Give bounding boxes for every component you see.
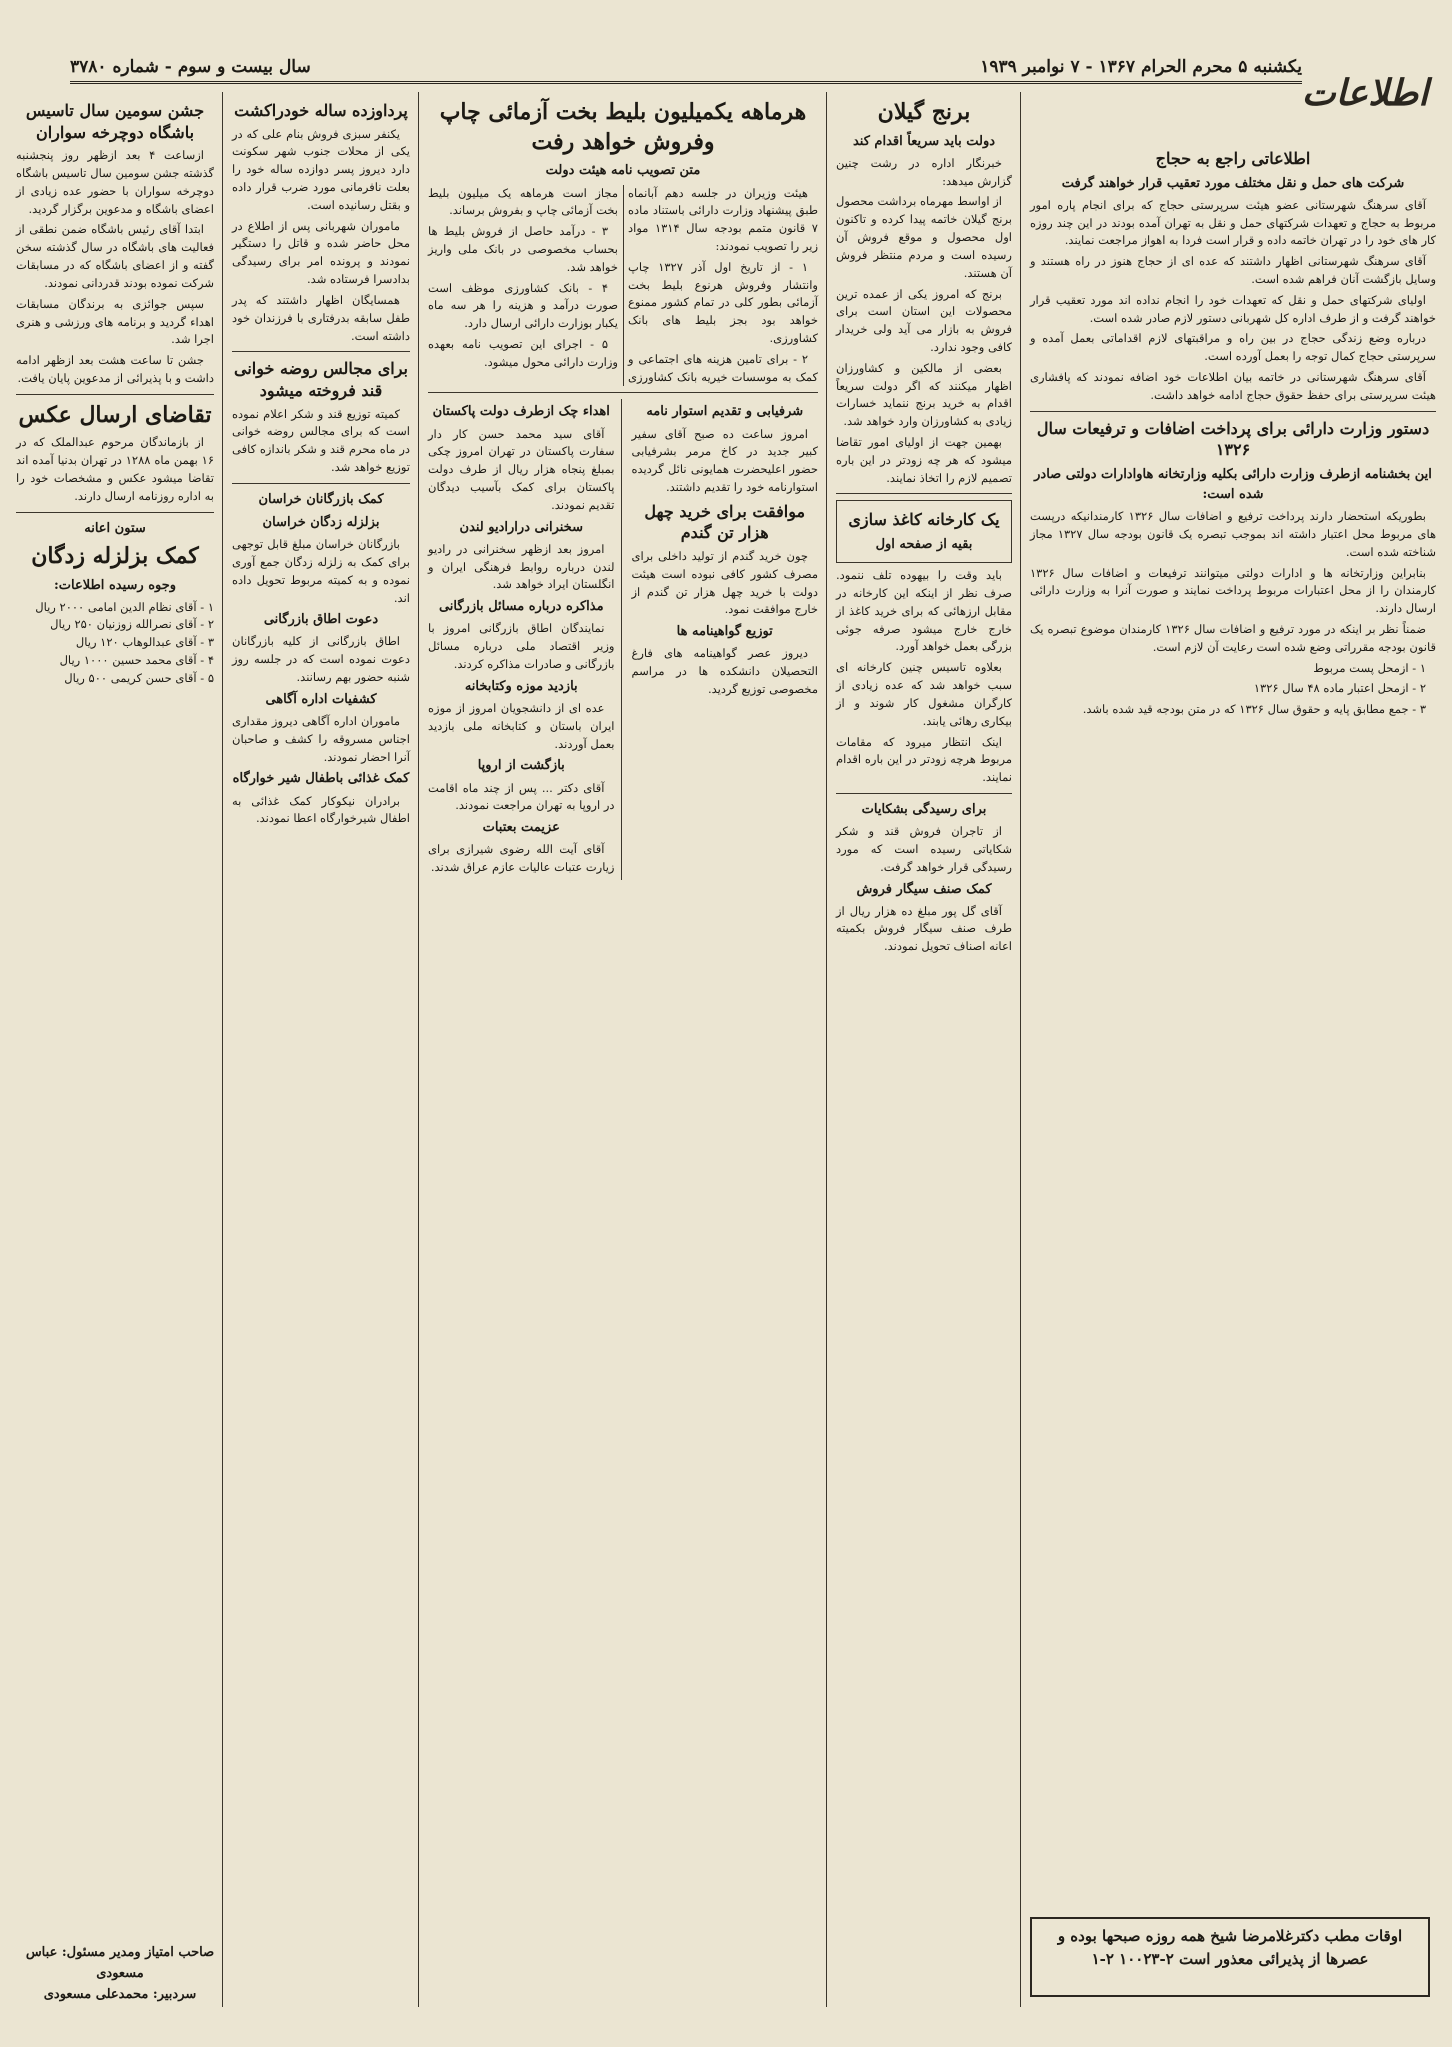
article-body-lottery: هیئت وزیران در جلسه دهم آبانماه طبق پیشنهاد وزارت دارائی باستناد ماده ۷ قانون متمم بودجه سال ۱۳۱۴ مواد زیر را تصویب نمودند: ۱ - از تاریخ اول آذر ۱۳۲۷ چاپ وانتشار وفروش هرنوع بلیط بخت آزمائی بطور کلی در تمام کشور ممنوع خواهد بود بجز بلیط های بانک کشاورزی. ۲ - برای تامین هزینه های اجتماعی و کمک به موسسات خیریه بانک کشاورزی مجاز است هرماهه یک میلیون بلیط بخت آزمائی چاپ و بفروش برساند. ۳ - درآمد حاصل از فروش بلیط ها بحساب مخصوصی در بانک ملی واریز خواهد شد. ۴ - بانک کشاورزی موظف است صورت درآمد و هزینه را هر سه ماه یکبار بوزارت دارائی ارسال دارد. ۵ - اجرای این تصویب نامه بعهده وزارت دارائی محول میشود. [428, 185, 818, 384]
article-title-photo-request: تقاضای ارسال عکس [18, 401, 212, 428]
list-item: ۴ - آقای محمد حسین ۱۰۰۰ ریال [59, 653, 214, 668]
publisher-signature [20, 1943, 220, 2003]
newspaper-masthead-logo: اطلاعات [1301, 72, 1429, 114]
article-title-departure: عزیمت بعتبات [482, 820, 560, 836]
article-title-khorasan: کمک بازرگانان خراسان [258, 491, 384, 507]
advertisement-box: اوقات مطب دکترغلامرضا شیخ همه روزه صبحها بوده و عصرها از پذیرائی معذور است ۲-۱۰۰۲۳ ۲-۱ [1030, 1917, 1430, 1997]
article-title-hajj: اطلاعاتی راجع به حجاج [1155, 149, 1311, 168]
column-rule [418, 92, 419, 2007]
donation-list [16, 599, 214, 688]
section-divider [428, 392, 818, 393]
section-divider [16, 512, 214, 513]
article-title-crime: پرداوزده ساله خودراکشت [234, 101, 408, 120]
article-body-return: آقای دکتر ... پس از چند ماه اقامت در اروپا به تهران مراجعت نمودند. [428, 780, 615, 813]
article-title-finance: دستور وزارت دارائی برای پرداخت اضافات و ترفیعات سال ۱۳۲۶ [1036, 418, 1430, 460]
article-title-radio: سخنرانی درارادیو لندن [459, 519, 583, 535]
article-subtitle-hajj: شرکت های حمل و نقل مختلف مورد تعقیب قرار خواهند گرفت [1061, 175, 1405, 191]
article-body-departure: آقای آیت الله رضوی شیرازی برای زیارت عتبات عالیات عازم عراق شدند. [428, 842, 615, 875]
article-body-cycling: ازساعت ۴ بعد ازظهر روز پنجشنبه گذشته جشن سومین سال تاسیس باشگاه دوچرخه سواران با حضور عده زیادی از اعضای باشگاه و مدعوین برگزار گردید. ابتدا آقای رئیس باشگاه ضمن نطقی از فعالیت های باشگاه در سال گذشته سخن گفته و از اعضای باشگاه که در مسابقات شرکت نموده بودند قدردانی نمودند. سپس جوائزی به برندگان مسابقات اهداء گردید و برنامه های ورزشی و هنری اجرا شد. جشن تا ساعت هشت بعد ازظهر ادامه داشت و با پذیرائی از مدعوین پایان یافت. [16, 148, 214, 385]
subcolumn-credentials [632, 399, 819, 879]
article-title-certificates: توزیع گواهینامه ها [676, 624, 773, 640]
article-subtitle-lottery: متن تصویب نامه هیئت دولت [545, 163, 701, 179]
article-title-paper-factory: یک کارخانه کاغذ سازی [848, 510, 1000, 530]
section-divider [232, 483, 410, 484]
article-body-commerce: نمایندگان اطاق بازرگانی امروز با وزیر اقتصاد ملی درباره مسائل بازرگانی و صادرات مذاکره کردند. [428, 621, 615, 671]
article-intro-finance: این بخشنامه ازطرف وزارت دارائی بکلیه وزارتخانه هاوادارات دولتی صادر شده است: [1034, 466, 1432, 502]
article-title-rice: برنج گیلان [877, 99, 971, 125]
article-title-museum: بازدید موزه وکتابخانه [464, 678, 578, 694]
article-title-credentials: شرفیابی و تقدیم استوار نامه [646, 404, 804, 420]
article-title-cigarette: کمک صنف سیگار فروش [856, 881, 992, 897]
column-crime [226, 92, 416, 2009]
section-divider [1030, 411, 1436, 412]
article-title-complaints: برای رسیدگی بشکایات [861, 801, 987, 817]
article-title-sugar: برای مجالس روضه خوانی قند فروخته میشود [233, 359, 408, 400]
list-item: ۵ - آقای حسن کریمی ۵۰۰ ریال [64, 670, 214, 685]
article-sub-paper-factory: بقیه از صفحه اول [875, 537, 973, 553]
article-body-museum: عده ای از دانشجویان امروز از موزه ایران باستان و کتابخانه ملی بازدید بعمل آوردند. [428, 700, 615, 751]
article-body-sugar: کمیته توزیع قند و شکر اعلام نموده است که برای مجالس روضه خوانی در ماه محرم قند و شکر باندازه کافی توزیع خواهد شد. [232, 406, 410, 474]
article-title-return: بازگشت از اروپا [477, 758, 565, 774]
article-body-hajj: آقای سرهنگ شهرستانی عضو هیئت سرپرستی حجاج که برای انجام پاره امور مربوط به حجاج و تعهدات شرکتهای حمل و نقل به تهران آمده بودند در این چند روزه کار های خود را در تهران خاتمه داده و قرار است فردا به اهواز مراجعت نمایند. آقای سرهنگ شهرستانی اظهار داشتند که عده ای از حجاج هنوز در راه هستند و وسایل بازگشت آنان فراهم شده است. اولیای شرکتهای حمل و نقل که تعهدات خود را انجام نداده اند مورد تعقیب قرار خواهند گرفت و از طرف اداره کل شهربانی دستور لازم صادر شده است. درباره وضع زندگی حجاج در بین راه و مراقبتهای لازم اقداماتی بعمل آمده و سرپرستی حجاج کمال توجه را بعمل آورده است. آقای سرهنگ شهرستانی در خاتمه بیان اطلاعات خود اضافه نمودند که پافشاری هیئت سرپرستی برای حفظ حقوق حجاج ادامه خواهد داشت. [1030, 197, 1436, 402]
article-title-cycling: جشن سومین سال تاسیس باشگاه دوچرخه سواران [25, 101, 205, 142]
section-divider [232, 351, 410, 352]
article-body-complaints: از تاجران فروش قند و شکر شکایاتی رسیده است که مورد رسیدگی قرار خواهد گرفت. [836, 824, 1012, 874]
article-title-chamber: دعوت اطاق بازرگانی [263, 612, 379, 628]
header-issue: سال بیست و سوم - شماره ۳۷۸۰ [70, 56, 311, 77]
article-body-khorasan: بازرگانان خراسان مبلغ قابل توجهی برای کمک به زلزله زدگان جمع آوری نموده و به کمیته مربوط تحویل داده اند. [232, 537, 410, 605]
article-body-nursery: برادران نیکوکار کمک غذائی به اطفال شیرخوارگاه اعطا نمودند. [232, 793, 410, 826]
signature-line-editor: سردبیر: محمدعلی مسعودی [43, 1986, 197, 2002]
column-hajj [1024, 140, 1442, 2009]
article-title-lottery: هرماهه یکمیلیون بلیط بخت آزمائی چاپ وفروش خواهد رفت [439, 99, 807, 155]
article-body-crime: یکنفر سبزی فروش بنام علی که در یکی از محلات جنوب شهر سکونت دارد دیروز پسر دوازده ساله خود را بعلت نافرمانی مورد ضرب قرار داده و بقتل رسانیده است. ماموران شهربانی پس از اطلاع در محل حاضر شده و قاتل را دستگیر نمودند و پرونده امر برای رسیدگی بدادسرا فرستاده شد. همسایگان اظهار داشتند که پدر طفل سابقه بدرفتاری با فرزندان خود داشته است. [232, 126, 410, 343]
section-divider [836, 793, 1012, 794]
article-body-finance: بطوریکه استحضار دارند پرداخت ترفیع و اضافات سال ۱۳۲۶ کارمندانیکه درپست های مربوط محل اعتبار داشته اند بموجب تبصره یک قانون بودجه سال ۱۳۲۷ مجاز شناخته شده است. بنابراین وزارتخانه ها و ادارات دولتی میتوانند ترفیعات و اضافات سال ۱۳۲۶ کارمندان را از محل اعتبارات مربوط پرداخت نمایند و صورت آنرا به وزارت دارائی ارسال دارند. ضمناً نظر بر اینکه در مورد ترفیع و اضافات سال ۱۳۲۶ کارمندان موضوع تبصره یک قانون بودجه مقرراتی وضع شده است رعایت آن لازم است. ۱ - ازمحل پست مربوط ۲ - ازمحل اعتبار ماده ۴۸ سال ۱۳۲۶ ۳ - جمع مطابق پایه و حقوق سال ۱۳۲۶ که در متن بودجه قید شده باشد. [1030, 509, 1437, 717]
signature-line-publisher: صاحب امتیاز ومدیر مسئول: عباس مسعودی [25, 1945, 215, 1981]
column-lottery [422, 92, 824, 2009]
article-body-cigarette: آقای گل پور مبلغ ده هزار ریال از طرف صنف سیگار فروش بکمیته اعانه اصناف تحویل نمودند. [836, 903, 1012, 954]
article-body-pakistan: آقای سید محمد حسن کار دار سفارت پاکستان در تهران امروز چکی بمبلغ پنجاه هزار ریال از طرف دولت پاکستان برای کمک بآسیب دیدگان تقدیم نمودند. [428, 426, 615, 512]
page-header [70, 52, 1302, 84]
article-body-radio: امروز بعد ازظهر سخنرانی در رادیو لندن درباره روابط فرهنگی ایران و انگلستان ایراد خواهد شد. [428, 541, 615, 592]
column-cycling [10, 92, 220, 2009]
article-title-commerce: مذاکره درباره مسائل بازرگانی [438, 599, 604, 615]
article-intro-donations: وجوه رسیده اطلاعات: [53, 577, 177, 593]
article-body-wheat: چون خرید گندم از تولید داخلی برای مصرف کشور کافی نبوده است هیئت دولت با خرید چهل هزار تن گندم از خارج موافقت نمود. [631, 549, 818, 617]
list-item: ۳ - آقای عبدالوهاب ۱۲۰ ریال [75, 635, 214, 650]
article-sub-khorasan: بزلزله زدگان خراسان [262, 514, 380, 530]
list-item: ۱ - آقای نظام الدین امامی ۲۰۰۰ ریال [35, 599, 214, 614]
article-title-donations-column: ستون اعانه [84, 520, 146, 536]
section-divider [16, 394, 214, 395]
list-item: ۲ - آقای نصرالله زوزنیان ۲۵۰ ریال [50, 617, 214, 632]
column-rule [222, 92, 223, 2007]
article-body-police: ماموران اداره آگاهی دیروز مقداری اجناس مسروقه را کشف و صاحبان آنرا احضار نمودند. [232, 714, 410, 764]
header-date: یکشنبه ۵ محرم الحرام ۱۳۶۷ - ۷ نوامبر ۱۹۳۹ [980, 56, 1302, 77]
column-rule [1020, 92, 1021, 2007]
article-subtitle-rice: دولت باید سریعاً اقدام کند [852, 133, 996, 149]
section-divider [836, 493, 1012, 494]
article-title-earthquake-aid: کمک بزلزله زدگان [31, 542, 199, 569]
article-title-wheat: موافقت برای خرید چهل هزار تن گندم [644, 501, 806, 543]
article-title-police: کشفیات اداره آگاهی [265, 691, 377, 707]
column-rule [826, 92, 827, 2007]
article-title-nursery: کمک غذائی باطفال شیر خوارگاه [232, 771, 410, 787]
article-body-photo-request: از بازماندگان مرحوم عبدالملک که در ۱۶ بهمن ماه ۱۲۸۸ در تهران بدنیا آمده اند تقاضا میشود عکس و مشخصات خود را به اداره روزنامه ارسال دارند. [16, 435, 215, 503]
article-title-pakistan: اهداء چک ازطرف دولت پاکستان [432, 404, 610, 420]
article-body-paper-factory: باید وقت را بیهوده تلف ننمود. صرف نظر از اینکه این کارخانه در مقابل ارزهائی که برای خرید کاغذ از خارج خارج میشود صرفه جوئی بزرگی بعمل خواهد آورد. بعلاوه تاسیس چنین کارخانه ای سبب خواهد شد که عده زیادی از کارگران مشغول کار شوند و از بیکاری رهائی یابند. اینک انتظار میرود که مقامات مربوط هرچه زودتر در این باره اقدام نمایند. [836, 568, 1012, 785]
article-body-credentials: امروز ساعت ده صبح آقای سفیر کبیر جدید در کاخ مرمر بشرفیابی حضور اعلیحضرت همایونی نائل گردیده استوارنامه خود را تقدیم داشتند. [631, 426, 818, 495]
article-body-certificates: دیروز عصر گواهینامه های فارغ التحصیلان دانشکده ها در مراسم مخصوصی توزیع گردید. [631, 646, 818, 697]
subcolumn-pakistan [428, 399, 622, 879]
article-body-rice: خبرنگار اداره در رشت چنین گزارش میدهد: از اواسط مهرماه برداشت محصول برنج گیلان خاتمه پیدا کرده و تاکنون اول محصول و موقع فروش آن رسیده است و مردم منتظر فروش آن هستند. برنج که امروز یکی از عمده ترین محصولات این استان است برای فروش به بازار می آید ولی خریدار کافی وجود ندارد. بعضی از مالکین و کشاورزان اظهار میکنند که اگر دولت سریعاً اقدام به خرید برنج ننماید خسارات زیادی به کشاورزان وارد خواهد شد. بهمین جهت از اولیای امور تقاضا میشود که هر چه زودتر در این باره تصمیم لازم را اتخاذ نمایند. [835, 155, 1012, 485]
column-rice [830, 92, 1018, 2009]
article-body-chamber: اطاق بازرگانی از کلیه بازرگانان دعوت نموده است که در جلسه روز شنبه حضور بهم رسانند. [232, 634, 410, 685]
